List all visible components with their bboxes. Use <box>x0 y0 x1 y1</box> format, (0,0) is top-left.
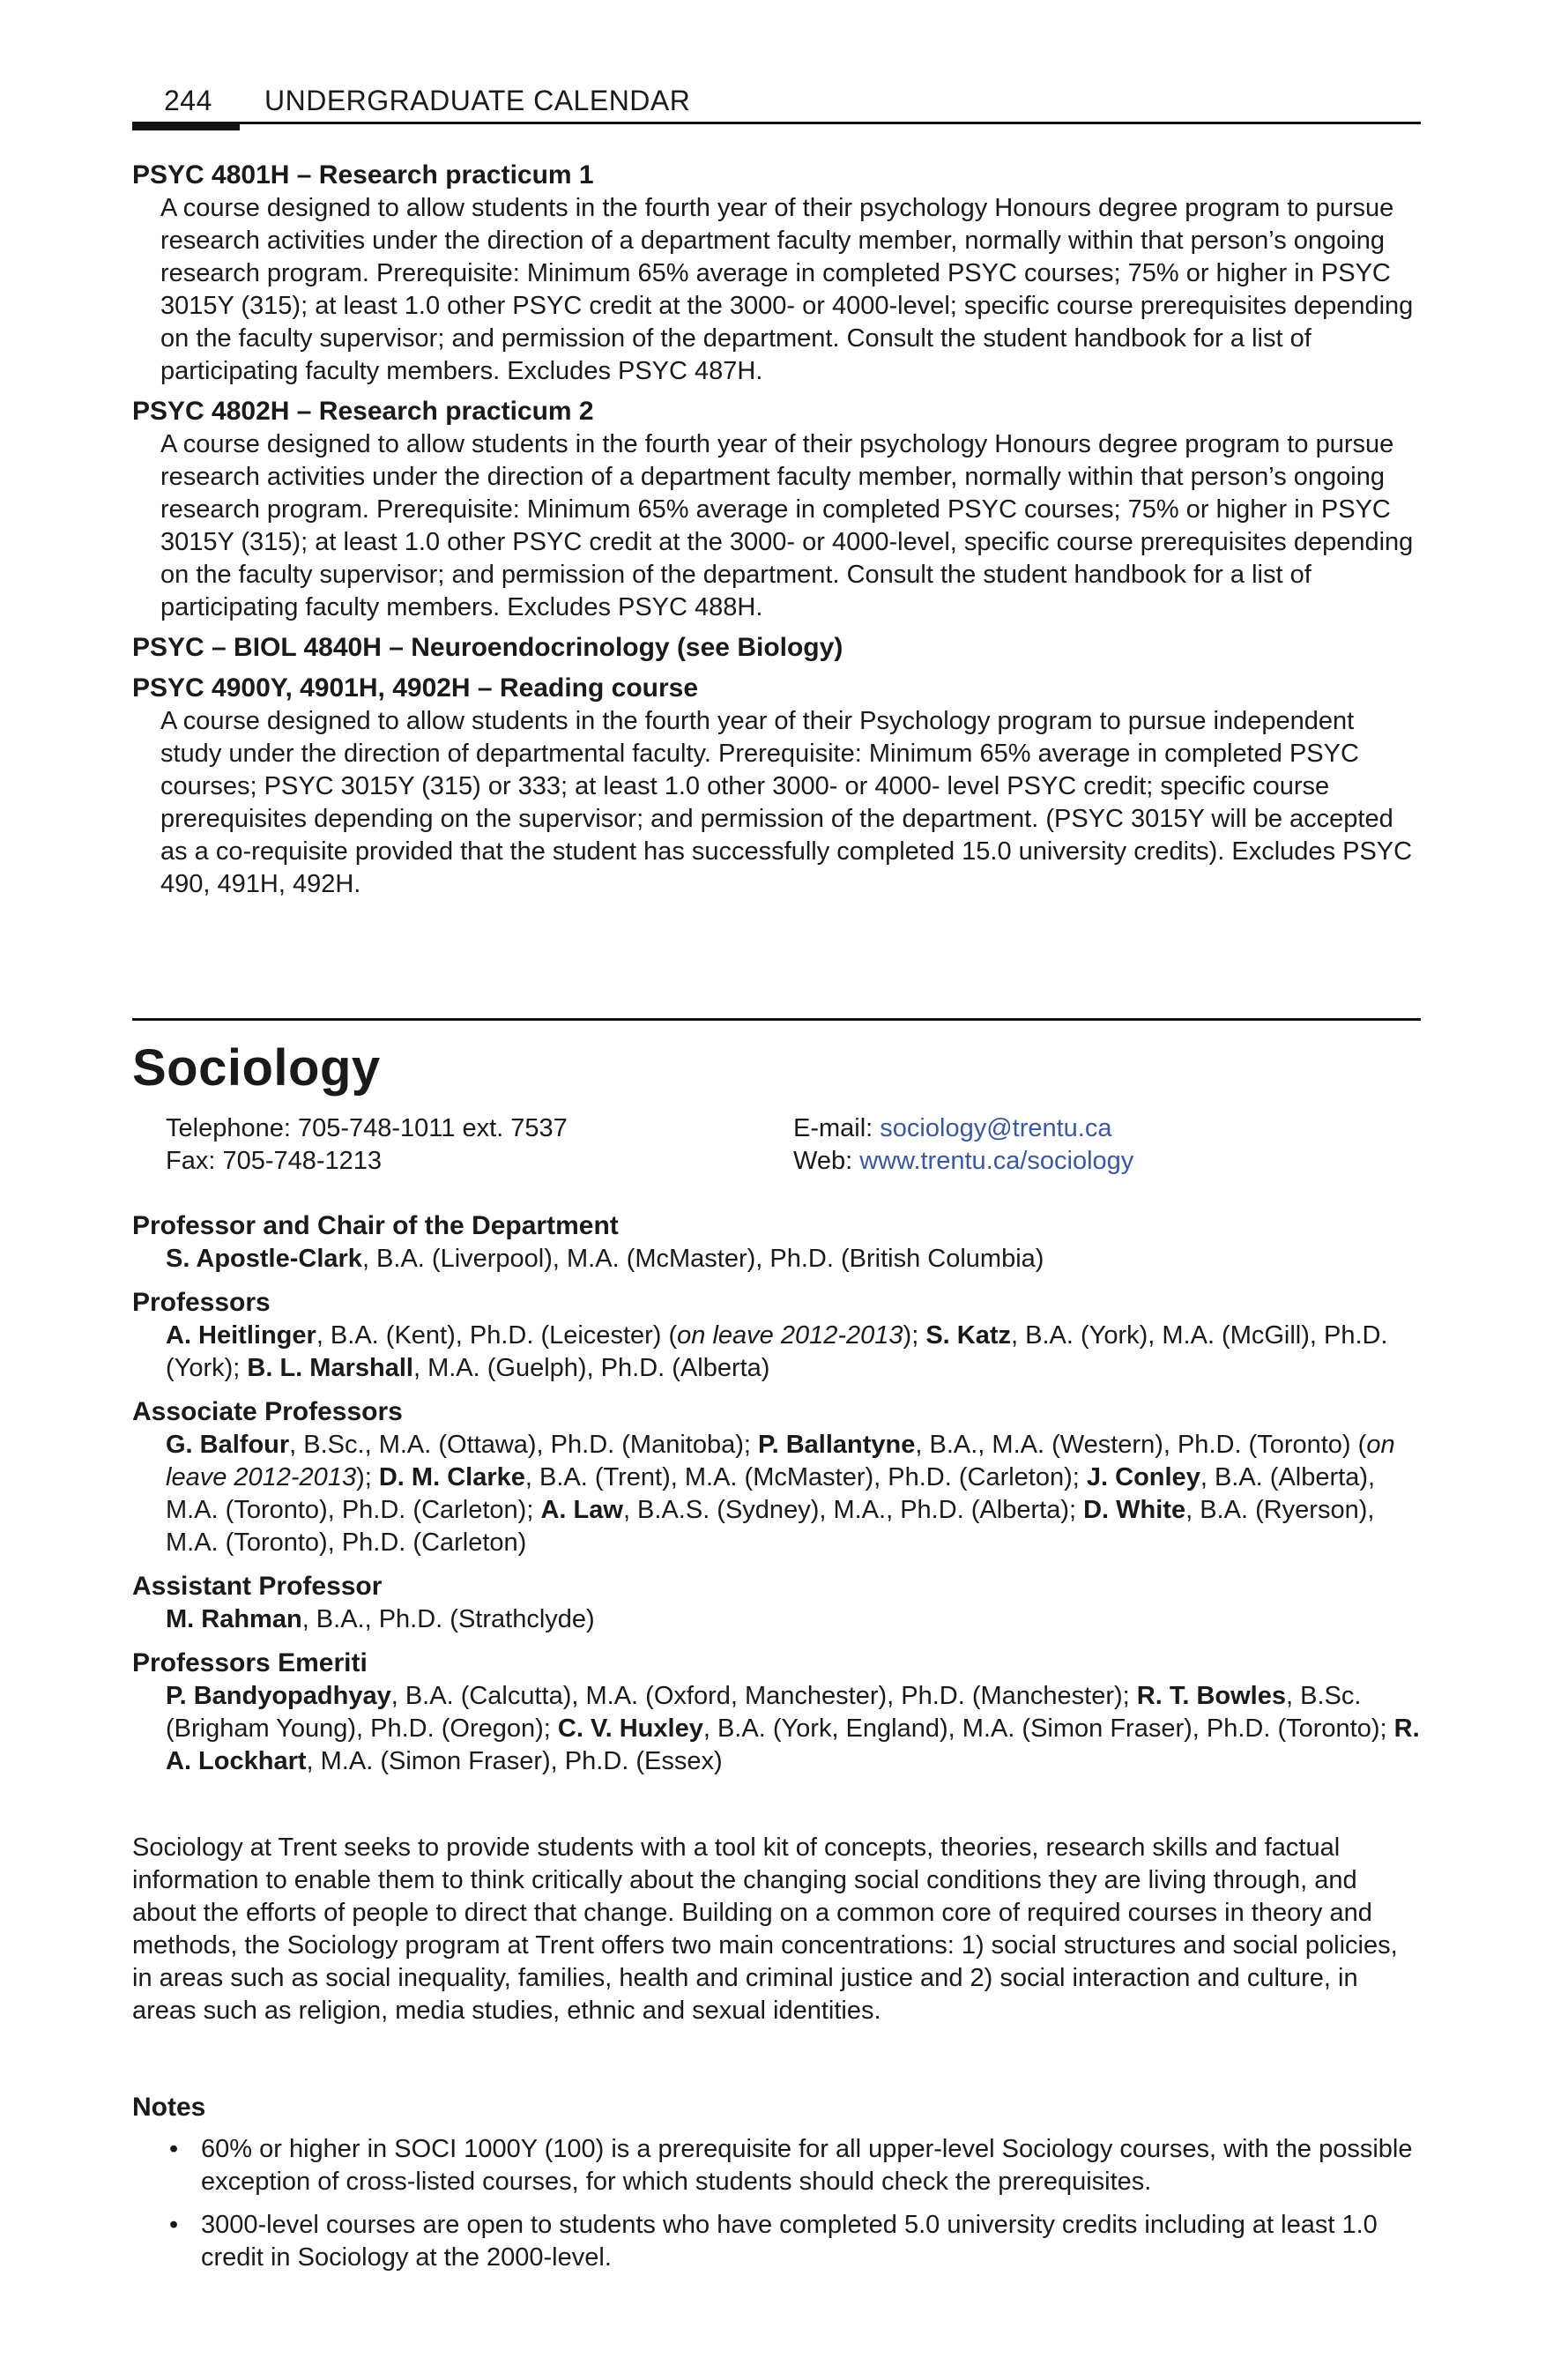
group-heading: Professors Emeriti <box>132 1648 368 1677</box>
faculty-listing <box>132 1209 1421 1789</box>
course-entry <box>132 631 1421 665</box>
faculty-name: S. Apostle-Clark <box>166 1245 362 1273</box>
faculty-name: M. Rahman <box>166 1605 302 1633</box>
bullet-icon: • <box>169 2211 179 2239</box>
faculty-name: J. Conley <box>1086 1463 1200 1491</box>
leave-note: on leave 2012-2013 <box>677 1321 903 1350</box>
faculty-name: C. V. Huxley <box>557 1714 703 1743</box>
running-header <box>132 81 1421 130</box>
faculty-name: B. L. Marshall <box>247 1354 413 1382</box>
faculty-name: D. M. Clarke <box>378 1463 525 1491</box>
course-title: PSYC 4802H – Research practicum 2 <box>132 397 594 426</box>
faculty-entries: M. Rahman, B.A., Ph.D. (Strathclyde) <box>166 1605 595 1633</box>
faculty-entries: G. Balfour, B.Sc., M.A. (Ottawa), Ph.D. (Manitoba); P. Ballantyne, B.A., M.A. (Western), Ph.D. (Toronto) (on leave 2012-2013); D. M. Clarke, B.A. (Trent), M.A. (McMaster), Ph.D. (Carleton); J. Conley, B.A. (Alberta), M.A. (Toronto), Ph.D. (Carleton); A. Law, B.A.S. (Sydney), M.A., Ph.D. (Alberta); D. White, B.A. (Ryerson), M.A. (Toronto), Ph.D. (Carleton) <box>166 1431 1395 1557</box>
faculty-name: R. T. Bowles <box>1136 1682 1286 1710</box>
header-tab-bar <box>132 122 240 130</box>
faculty-name: R. A. Lockhart <box>166 1714 1420 1775</box>
course-entry <box>132 395 1421 624</box>
section-title: Sociology <box>132 1039 381 1097</box>
faculty-name: A. Heitlinger <box>166 1321 316 1350</box>
notes-heading: Notes <box>132 2093 206 2122</box>
course-list <box>132 159 1421 908</box>
leave-note: on leave 2012-2013 <box>166 1431 1395 1491</box>
faculty-entries: A. Heitlinger, B.A. (Kent), Ph.D. (Leicester) (on leave 2012-2013); S. Katz, B.A. (York), M.A. (McGill), Ph.D. (York); B. L. Marshall, M.A. (Guelph), Ph.D. (Alberta) <box>166 1321 1388 1382</box>
web-line <box>793 1145 1133 1178</box>
section-divider <box>132 1018 1421 1021</box>
program-intro: Sociology at Trent seeks to provide students with a tool kit of concepts, theories, research skills and factual information to enable them to think critically about the changing social conditions they are living through, and about the efforts of people to direct that change. Building on a common core of required courses in theory and methods, the Sociology program at Trent offers two main concentrations: 1) social structures and social policies, in areas such as social inequality, families, health and criminal justice and 2) social interaction and culture, in areas such as religion, media studies, ethnic and sexual identities. <box>132 1833 1398 2025</box>
contact-online-block <box>793 1112 1133 1178</box>
web-link[interactable]: www.trentu.ca/sociology <box>859 1147 1134 1175</box>
web-label: Web: <box>793 1147 860 1175</box>
email-line <box>793 1112 1133 1145</box>
faculty-name: D. White <box>1083 1496 1186 1524</box>
course-title: PSYC 4900Y, 4901H, 4902H – Reading course <box>132 673 699 703</box>
group-heading: Associate Professors <box>132 1397 403 1426</box>
faculty-entries: P. Bandyopadhyay, B.A. (Calcutta), M.A. (Oxford, Manchester), Ph.D. (Manchester); R. T. Bowles, B.Sc. (Brigham Young), Ph.D. (Oregon); C. V. Huxley, B.A. (York, England), M.A. (Simon Fraser), Ph.D. (Toronto); R. A. Lockhart, M.A. (Simon Fraser), Ph.D. (Essex) <box>166 1682 1420 1775</box>
course-description: A course designed to allow students in the fourth year of their Psychology program to pursue independent study under the direction of departmental faculty. Prerequisite: Minimum 65% average in completed PSYC courses; PSYC 3015Y (315) or 333; at least 1.0 other 3000- or 4000- level PSYC credit; specific course prerequisites depending on the supervisor; and permission of the department. (PSYC 3015Y will be accepted as a co-requisite provided that the student has successfully completed 15.0 university credits). Excludes PSYC 490, 491H, 492H. <box>160 707 1413 898</box>
course-title: PSYC – BIOL 4840H – Neuroendocrinology (see Biology) <box>132 633 843 662</box>
note-item: • 3000-level courses are open to students who have completed 5.0 university credits including at least 1.0 credit in Sociology at the 2000-level. <box>169 2211 1378 2272</box>
email-label: E-mail: <box>793 1114 881 1142</box>
faculty-entries: S. Apostle-Clark, B.A. (Liverpool), M.A. (McMaster), Ph.D. (British Columbia) <box>166 1245 1044 1273</box>
running-title: UNDERGRADUATE CALENDAR <box>264 85 691 116</box>
faculty-group-assistant <box>132 1570 1421 1636</box>
bullet-icon: • <box>169 2135 179 2163</box>
course-title: PSYC 4801H – Research practicum 1 <box>132 160 594 190</box>
course-entry <box>132 672 1421 901</box>
faculty-name: A. Law <box>540 1496 623 1524</box>
page-number: 244 <box>164 85 212 116</box>
course-entry <box>132 159 1421 388</box>
header-rule <box>132 122 1421 124</box>
course-description: A course designed to allow students in the fourth year of their psychology Honours degree program to pursue research activities under the direction of a department faculty member, normally within that person’s ongoing research program. Prerequisite: Minimum 65% average in completed PSYC courses; 75% or higher in PSYC 3015Y (315); at least 1.0 other PSYC credit at the 3000- or 4000-level; specific course prerequisites depending on the faculty supervisor; and permission of the department. Consult the student handbook for a list of participating faculty members. Excludes PSYC 487H. <box>160 194 1414 385</box>
course-description: A course designed to allow students in the fourth year of their psychology Honours degree program to pursue research activities under the direction of a department faculty member, normally within that person’s ongoing research program. Prerequisite: Minimum 65% average in completed PSYC courses; 75% or higher in PSYC 3015Y (315); at least 1.0 other PSYC credit at the 3000- or 4000-level, specific course prerequisites depending on the faculty supervisor; and permission of the department. Consult the student handbook for a list of participating faculty members. Excludes PSYC 488H. <box>160 430 1414 621</box>
notes-list <box>132 2133 1421 2285</box>
note-item: • 60% or higher in SOCI 1000Y (100) is a prerequisite for all upper-level Sociology courses, with the possible exception of cross-listed courses, for which students should check the prerequisites. <box>169 2135 1413 2196</box>
fax-line: Fax: 705-748-1213 <box>166 1147 383 1175</box>
email-link[interactable]: sociology@trentu.ca <box>880 1114 1112 1142</box>
faculty-name: P. Bandyopadhyay <box>166 1682 391 1710</box>
faculty-group-professors <box>132 1286 1421 1385</box>
faculty-group-emeriti <box>132 1647 1421 1778</box>
contact-phone-block <box>166 1112 568 1178</box>
faculty-group-chair <box>132 1209 1421 1276</box>
faculty-name: S. Katz <box>925 1321 1012 1350</box>
group-heading: Professors <box>132 1288 271 1317</box>
telephone-line: Telephone: 705-748-1011 ext. 7537 <box>166 1114 568 1142</box>
group-heading: Professor and Chair of the Department <box>132 1211 619 1240</box>
faculty-name: P. Ballantyne <box>758 1431 916 1459</box>
faculty-group-associate <box>132 1395 1421 1559</box>
faculty-name: G. Balfour <box>166 1431 290 1459</box>
group-heading: Assistant Professor <box>132 1572 383 1601</box>
